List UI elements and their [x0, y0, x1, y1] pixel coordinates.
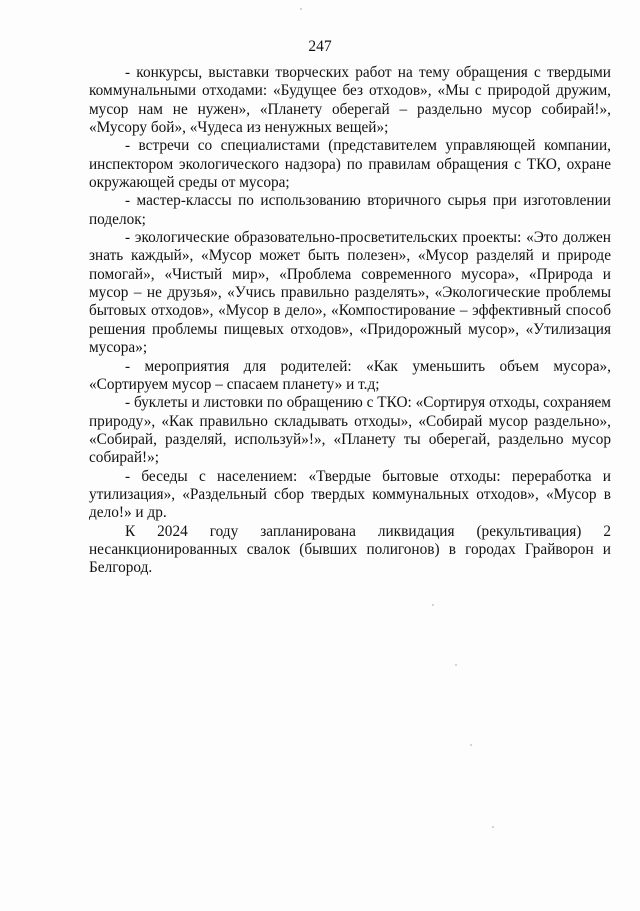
paragraph-booklets: - буклеты и листовки по обращению с ТКО: «Сортируя отходы, сохраняем природу», «Как правильно складывать отходы», «Собирай мусор раздельно», «Собирай, разделяй, используй»!», «Планету ты оберегай, раздельно мусор собирай!»; — [89, 394, 611, 467]
scan-speck — [432, 604, 434, 606]
paragraph-parent-events: - мероприятия для родителей: «Как уменьшить объем мусора», «Сортируем мусор – спасаем планету» и т.д; — [89, 357, 611, 393]
scan-speck — [300, 8, 302, 10]
document-body — [89, 64, 611, 578]
scan-speck — [492, 826, 494, 828]
paragraph-conversations: - беседы с населением: «Твердые бытовые отходы: переработка и утилизация», «Раздельный сбор твердых коммунальных отходов», «Мусор в дело!» и др. — [89, 467, 611, 522]
scan-speck — [455, 664, 457, 666]
paragraph-contests: - конкурсы, выставки творческих работ на тему обращения с твердыми коммунальными отходами: «Будущее без отходов», «Мы с природой дружим, мусор нам не нужен», «Планету оберегай – раздельно мусор собирай!», «Мусору бой», «Чудеса из ненужных вещей»; — [89, 64, 611, 137]
paragraph-landfill-plan: К 2024 году запланирована ликвидация (рекультивация) 2 несанкционированных свалок (бывших полигонов) в городах Грайворон и Белгород. — [89, 522, 611, 577]
paragraph-master-classes: - мастер-классы по использованию вторичного сырья при изготовлении поделок; — [89, 192, 611, 228]
paragraph-meetings: - встречи со специалистами (представителем управляющей компании, инспектором экологического надзора) по правилам обращения с ТКО, охране окружающей среды от мусора; — [89, 137, 611, 192]
paragraph-eco-projects: - экологические образовательно-просветительских проекты: «Это должен знать каждый», «Мусор может быть полезен», «Мусор разделяй и природе помогай», «Чистый мир», «Проблема современного мусора», «Природа и мусор – не друзья», «Учись правильно разделять», «Экологические проблемы бытовых отходов», «Мусор в дело», «Компостирование – эффективный способ решения проблемы пищевых отходов», «Придорожный мусор», «Утилизация мусора»; — [89, 229, 611, 357]
page-number: 247 — [308, 38, 332, 55]
scan-speck — [470, 744, 472, 746]
